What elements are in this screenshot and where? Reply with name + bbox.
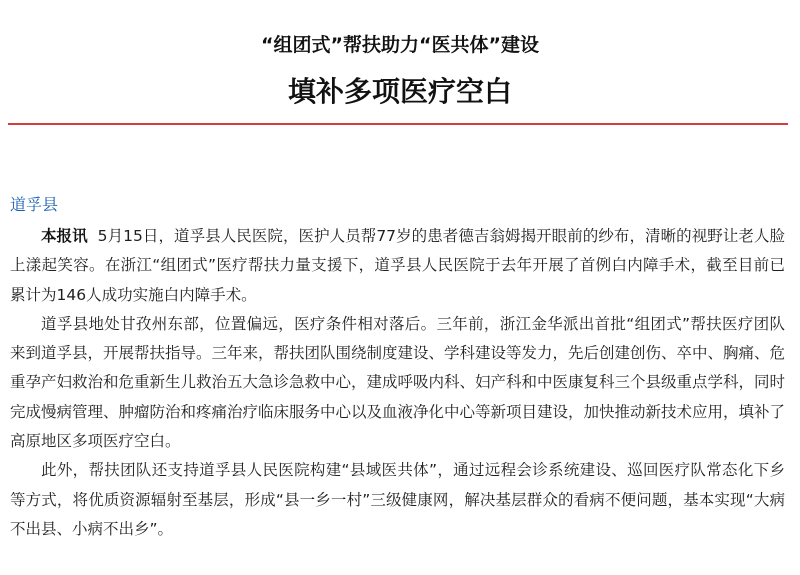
lead-label: 本报讯 xyxy=(41,227,88,245)
article-paragraph: 此外，帮扶团队还支持道孚县人民医院构建“县域医共体”，通过远程会诊系统建设、巡回医疗队常态化下乡等方式，将优质资源辐射至基层，形成“县一乡一村”三级健康网，解决基层群众的看病不便问题，基本实现“大病不出县、小病不出乡”。 xyxy=(10,461,785,538)
title-divider xyxy=(8,123,788,125)
article-paragraph: 道孚县地处甘孜州东部，位置偏远，医疗条件相对落后。三年前，浙江金华派出首批“组团式”帮扶医疗团队来到道孚县，开展帮扶指导。三年来，帮扶团队围绕制度建设、学科建设等发力，先后创建创伤、卒中、胸痛、危重孕产妇救治和危重新生儿救治五大急诊急救中心，建成呼吸内科、妇产科和中医康复科三个县级重点学科，同时完成慢病管理、肿瘤防治和疼痛治疗临床服务中心以及血液净化中心等新项目建设，加快推动新技术应用，填补了高原地区多项医疗空白。 xyxy=(10,314,786,451)
location-link[interactable]: 道孚县 xyxy=(10,195,59,214)
article-paragraph xyxy=(10,222,785,310)
article-title: 填补多项医疗空白 xyxy=(287,75,512,108)
article-subtitle: “组团式”帮扶助力“医共体”建设 xyxy=(261,34,539,56)
paragraph-text: 5月15日，道孚县人民医院，医护人员帮77岁的患者德吉翁姆揭开眼前的纱布，清晰的视野让老人脸上漾起笑容。在浙江“组团式”医疗帮扶力量支援下，道孚县人民医院于去年开展了首例白内障手术，截至目前已累计为146人成功实施白内障手术。 xyxy=(10,227,786,304)
article-body xyxy=(10,222,785,544)
